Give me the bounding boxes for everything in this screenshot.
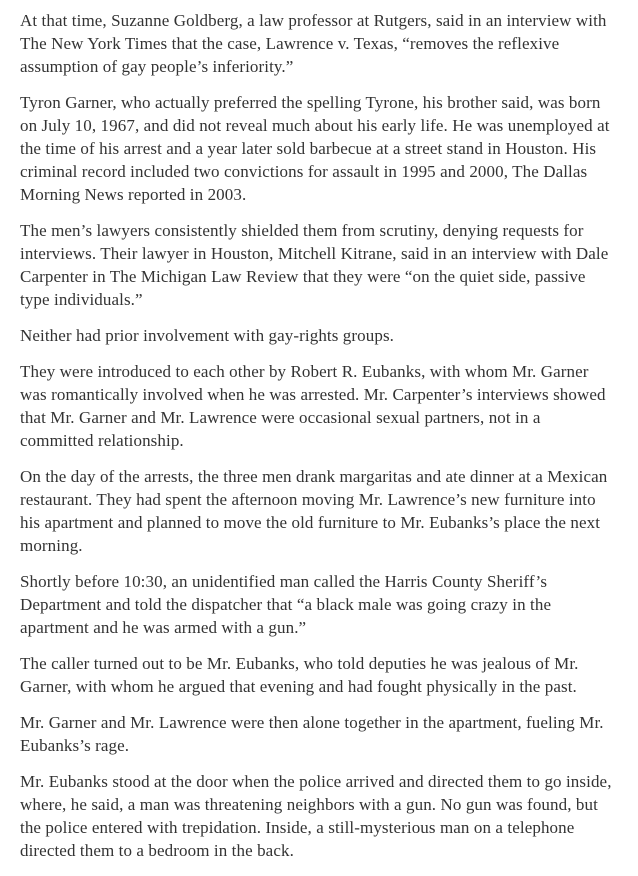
article-paragraph: They were introduced to each other by Robert R. Eubanks, with whom Mr. Garner was romantically involved when he was arrested. Mr. Carpenter’s interviews showed that Mr. Garner and Mr. Lawrence were occasional sexual partners, not in a committed relationship. xyxy=(20,362,606,450)
article-paragraph: Tyron Garner, who actually preferred the spelling Tyrone, his brother said, was born on July 10, 1967, and did not reveal much about his early life. He was unemployed at the time of his arrest and a year later sold barbecue at a street stand in Houston. His criminal record included two convictions for assault in 1995 and 2000, The Dallas Morning News reported in 2003. xyxy=(20,93,610,204)
article-paragraph: Mr. Eubanks stood at the door when the police arrived and directed them to go inside, where, he said, a man was threatening neighbors with a gun. No gun was found, but the police entered with trepidation. Inside, a still-mysterious man on a telephone directed them to a bedroom in the back. xyxy=(20,772,612,860)
article-paragraph: Neither had prior involvement with gay-rights groups. xyxy=(20,326,395,345)
article-paragraph: The caller turned out to be Mr. Eubanks, who told deputies he was jealous of Mr. Garner, with whom he argued that evening and had fought physically in the past. xyxy=(20,654,579,696)
article-paragraph: The men’s lawyers consistently shielded them from scrutiny, denying requests for interviews. Their lawyer in Houston, Mitchell Kitrane, said in an interview with Dale Carpenter in The Michigan Law Review that they were “on the quiet side, passive type individuals.” xyxy=(20,221,609,309)
article-paragraph: Mr. Garner and Mr. Lawrence were then alone together in the apartment, fueling Mr. Eubanks’s rage. xyxy=(20,713,604,755)
article-paragraph: On the day of the arrests, the three men drank margaritas and ate dinner at a Mexican restaurant. They had spent the afternoon moving Mr. Lawrence’s new furniture into his apartment and planned to move the old furniture to Mr. Eubanks’s place the next morning. xyxy=(20,467,608,555)
article-paragraph: Shortly before 10:30, an unidentified man called the Harris County Sheriff’s Department and told the dispatcher that “a black male was going crazy in the apartment and he was armed with a gun.” xyxy=(20,572,552,637)
article-paragraph: At that time, Suzanne Goldberg, a law professor at Rutgers, said in an interview with The New York Times that the case, Lawrence v. Texas, “removes the reflexive assumption of gay people’s inferiority.” xyxy=(20,11,607,76)
